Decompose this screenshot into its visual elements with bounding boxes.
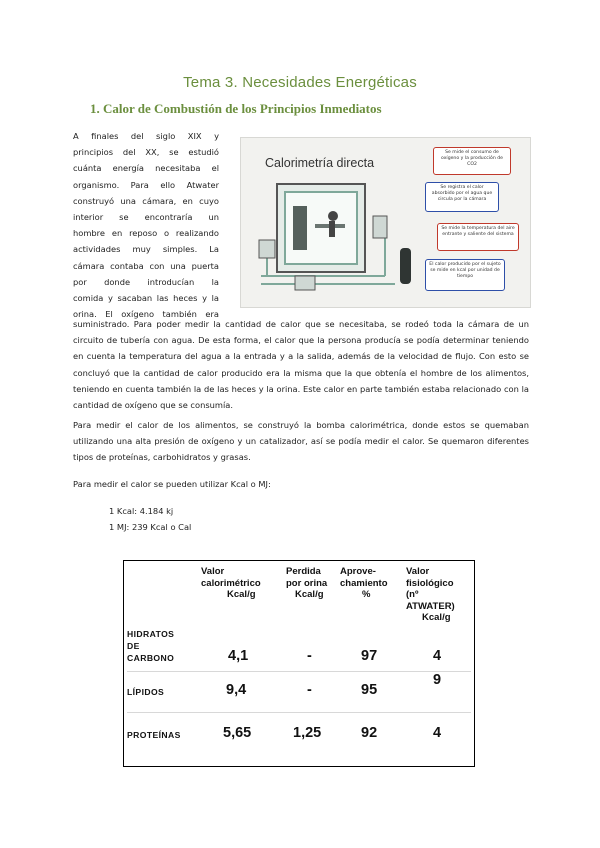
energy-table [123,560,475,767]
row-label-carbohydrates: HIDRATOS DE CARBONO [127,629,175,663]
row-label-proteins: PROTEÍNAS [127,730,181,740]
text-line: orina. El oxígeno también era [73,309,219,320]
callout-air: Se mide la temperatura del aire entrante y saliente del sistema [437,223,519,251]
calorimetry-figure [240,137,531,308]
cell-value: 9,4 [226,682,247,698]
cell-value: 95 [361,682,378,698]
cell-value: 4,1 [228,648,249,664]
cell-value: 92 [361,725,378,741]
figure-title: Calorimetría directa [265,156,375,170]
section-heading: 1. Calor de Combustión de los Principios Inmediatos [90,101,382,116]
unit-kcal: 1 Kcal: 4.184 kj [109,506,174,516]
intro-paragraph-continued: suministrado. Para poder medir la cantidad de calor que se necesitaba, se rodeó toda la cámara de un circuito de tubería con agua. De esta forma, el calor que la persona producía se podía determinar teniendo en cuenta la temperatura del agua a la entrada y a la salida, además de la velocidad de flujo. Con esto se concluyó que la cantidad de calor producido era la misma que la que obtenía el hombre de los alimentos, teniendo en cuenta también la de las heces y la orina. Este calor en parte también estaba relacionado con la cantidad de oxígeno que se consumía. [73,319,529,411]
header-utilization: Aprove- chamiento % [340,566,388,600]
callout-heat: El calor producido por el sujeto se mide en kcal por unidad de tiempo [425,259,505,291]
units-intro: Para medir el calor se pueden utilizar Kcal o MJ: [73,479,271,489]
cell-value: - [307,648,312,664]
header-calorimetric: Valor calorimétrico Kcal/g [201,566,261,600]
cell-value: 97 [361,648,378,664]
text-line: cuánta energía necesitaba el [73,163,219,174]
text-line: construyó una cámara, en cuyo [73,195,219,206]
callout-oxygen: Se mide el consumo de oxígeno y la producción de CO2 [433,147,511,175]
text-line: interior se encontraría un [73,212,219,223]
header-urine-loss: Perdida por orina Kcal/g [286,566,328,600]
row-label-lipids: LÍPIDOS [127,687,165,697]
row-divider [127,712,471,713]
text-line: por donde introducían la [73,276,219,287]
cell-value: 4 [433,648,442,664]
cell-value: 1,25 [293,725,322,741]
text-line: organismo. Para ello Atwater [73,179,219,190]
unit-mj: 1 MJ: 239 Kcal o Cal [109,522,192,532]
row-divider [127,671,471,672]
bomb-calorimeter-paragraph: Para medir el calor de los alimentos, se construyó la bomba calorimétrica, donde estos se quemaban utilizando una alta presión de oxígeno y un catalizador, así se podía medir el calor. Se quemaron diferentes tipos de proteínas, carbohidratos y grasas. [73,420,529,463]
text-line: comida y sacaban las heces y la [73,293,219,304]
text-line: principios del XX, se estudió [73,147,219,158]
header-physiological: Valor fisiológico (nº ATWATER) Kcal/g [406,566,455,623]
text-line: hombre en reposo o realizando [73,228,219,239]
cell-value: - [307,682,312,698]
intro-paragraph-wrapped [73,128,219,322]
text-line: cámara contaba con una puerta [73,260,219,271]
cell-value: 4 [433,725,442,741]
cell-value: 5,65 [223,725,252,741]
calorimeter-illustration [255,176,415,301]
text-line: A finales del siglo XIX y [73,131,219,141]
callout-water: Se registra el calor absorbido por el agua que circula por la cámara [425,182,499,212]
cell-value: 9 [433,672,442,688]
units-list [109,503,191,535]
text-line: actividades muy simples. La [73,244,219,255]
page-title: Tema 3. Necesidades Energéticas [183,74,417,91]
